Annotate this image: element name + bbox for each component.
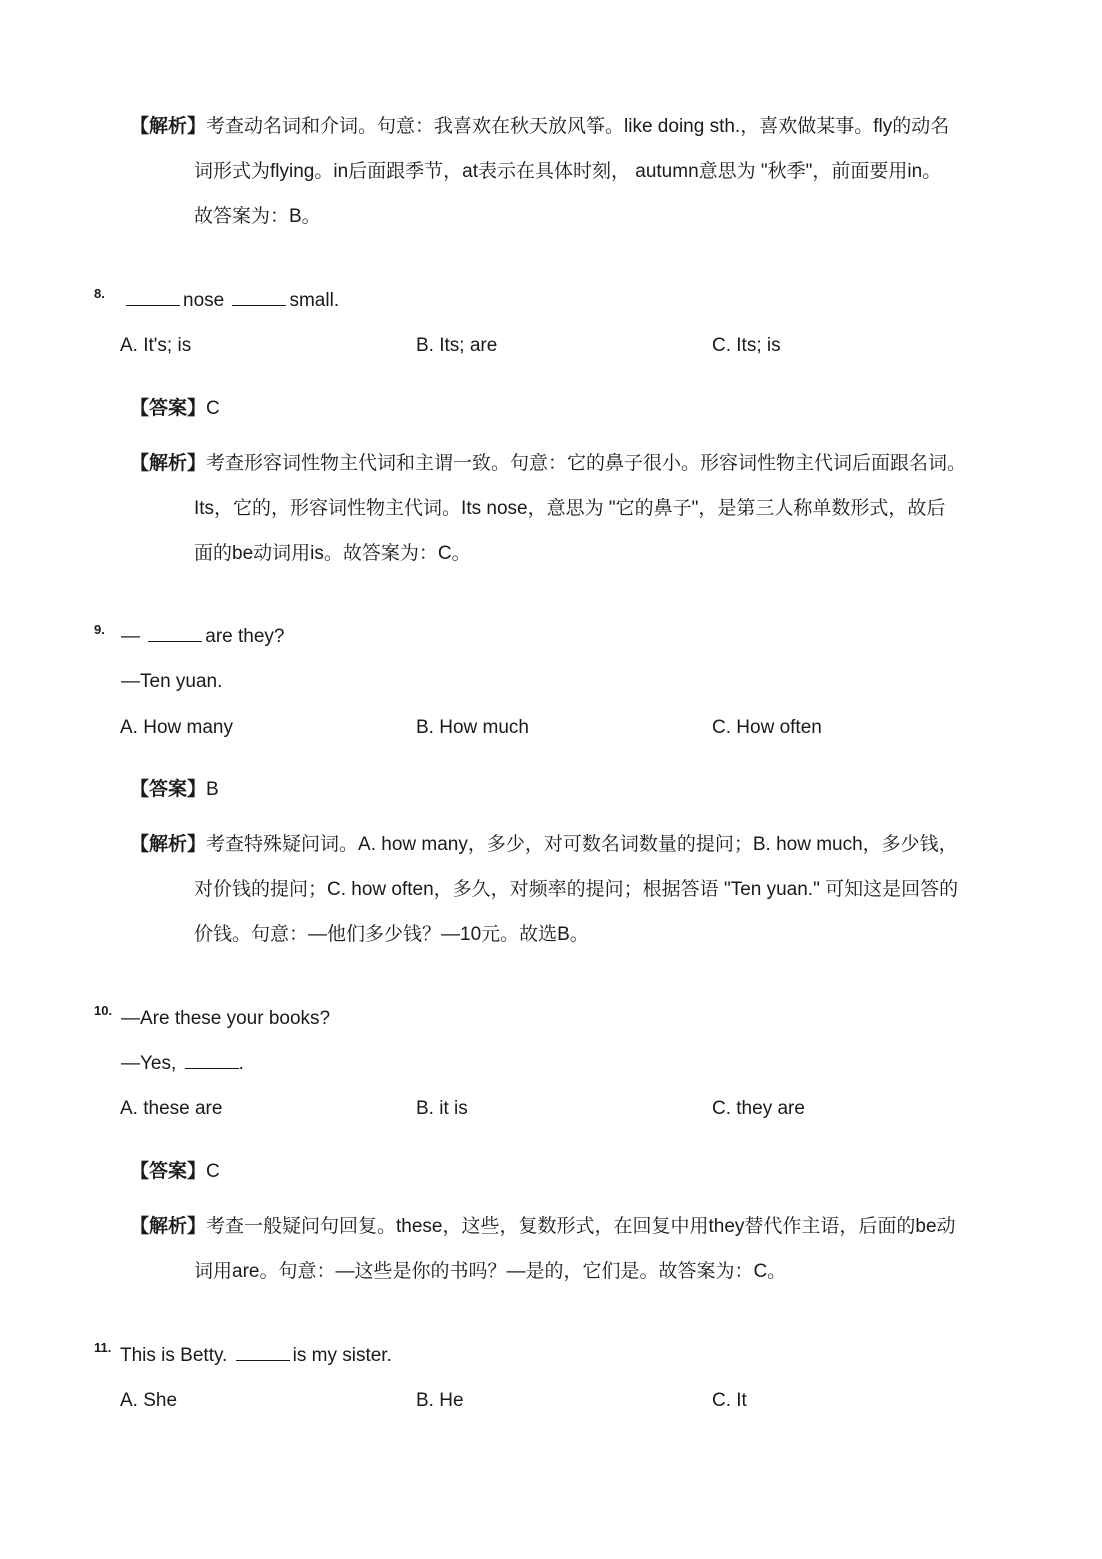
analysis-text: 考查形容词性物主代词和主谓一致。句意：它的鼻子很小。形容词性物主代词后面跟名词。: [206, 453, 967, 474]
stem-text: —Yes,: [121, 1053, 177, 1074]
option-a: A. these are: [120, 1098, 223, 1119]
question-stem: [123, 289, 339, 313]
option-b: B. Its; are: [416, 335, 498, 356]
answer-label: 【答案】: [130, 398, 207, 419]
question-stem: [121, 625, 285, 649]
answer-value: C: [206, 1161, 220, 1182]
analysis-text: 考查动名词和介词。句意：我喜欢在秋天放风筝。like doing sth.，喜欢做某事。fly的动名: [206, 116, 950, 137]
question-number: 8.: [94, 286, 105, 301]
option-b: B. He: [416, 1390, 464, 1411]
option-a: A. She: [120, 1390, 178, 1411]
stem-text: —: [121, 626, 140, 647]
option-c: C. How often: [712, 717, 822, 738]
analysis-label: 【解析】: [130, 453, 207, 474]
analysis-text: 考查特殊疑问词。A. how many，多少，对可数名词数量的提问；B. how much，多少钱，: [206, 834, 958, 855]
question-number: 11.: [94, 1340, 112, 1355]
option-c: C. It: [712, 1390, 747, 1411]
question-stem: [120, 1344, 392, 1368]
analysis-text: 考查一般疑问句回复。these，这些，复数形式，在回复中用they替代作主语，后面的be动: [206, 1216, 956, 1237]
analysis-line-2: 对价钱的提问；C. how often，多久，对频率的提问；根据答语 "Ten yuan." 可知这是回答的: [194, 879, 959, 900]
analysis-line-3: 价钱。句意：—他们多少钱？—10元。故选B。: [194, 924, 589, 945]
question-reply: —Ten yuan.: [121, 671, 223, 692]
analysis-label: 【解析】: [130, 1216, 207, 1237]
analysis-line-1: [130, 452, 966, 476]
option-a: A. It's; is: [120, 335, 192, 356]
analysis-line-2: 词用are。句意：—这些是你的书吗？—是的，它们是。故答案为：C。: [194, 1261, 787, 1282]
q7-analysis-line-2: 词形式为flying。in后面跟季节，at表示在具体时刻， autumn意思为 "秋季"，前面要用in。: [194, 161, 942, 182]
answer-blank: [236, 1344, 290, 1361]
stem-text: is my sister.: [292, 1345, 392, 1366]
stem-text: .: [238, 1053, 244, 1074]
answer-value: B: [206, 779, 219, 800]
analysis-label: 【解析】: [130, 834, 207, 855]
analysis-line-1: [130, 833, 958, 857]
analysis-line-1: [130, 1215, 956, 1239]
stem-text: small.: [289, 290, 340, 311]
analysis-line-2: Its，它的，形容词性物主代词。Its nose，意思为 "它的鼻子"，是第三人称单数形式，故后: [194, 498, 946, 519]
question-reply: [121, 1052, 244, 1076]
question-number: 10.: [94, 1003, 113, 1018]
answer-value: C: [206, 398, 220, 419]
answer-blank: [126, 289, 180, 306]
question-number: 9.: [94, 622, 105, 637]
option-c: C. Its; is: [712, 335, 781, 356]
answer-blank: [148, 625, 202, 642]
analysis-label: 【解析】: [130, 116, 207, 137]
question-stem: —Are these your books?: [121, 1008, 331, 1029]
stem-text: are they?: [205, 626, 285, 647]
answer-blank: [185, 1052, 239, 1069]
stem-text: This is Betty.: [120, 1345, 228, 1366]
analysis-line-3: 面的be动词用is。故答案为：C。: [194, 543, 471, 564]
option-a: A. How many: [120, 717, 233, 738]
answer-line: [130, 397, 220, 421]
q7-analysis-line-1: [130, 115, 949, 139]
q7-analysis-line-3: 故答案为：B。: [194, 206, 321, 227]
answer-label: 【答案】: [130, 1161, 207, 1182]
option-b: B. How much: [416, 717, 529, 738]
stem-text: nose: [183, 290, 225, 311]
option-c: C. they are: [712, 1098, 805, 1119]
answer-line: [130, 778, 219, 802]
answer-label: 【答案】: [130, 779, 207, 800]
option-b: B. it is: [416, 1098, 468, 1119]
answer-blank: [232, 289, 286, 306]
answer-line: [130, 1160, 220, 1184]
